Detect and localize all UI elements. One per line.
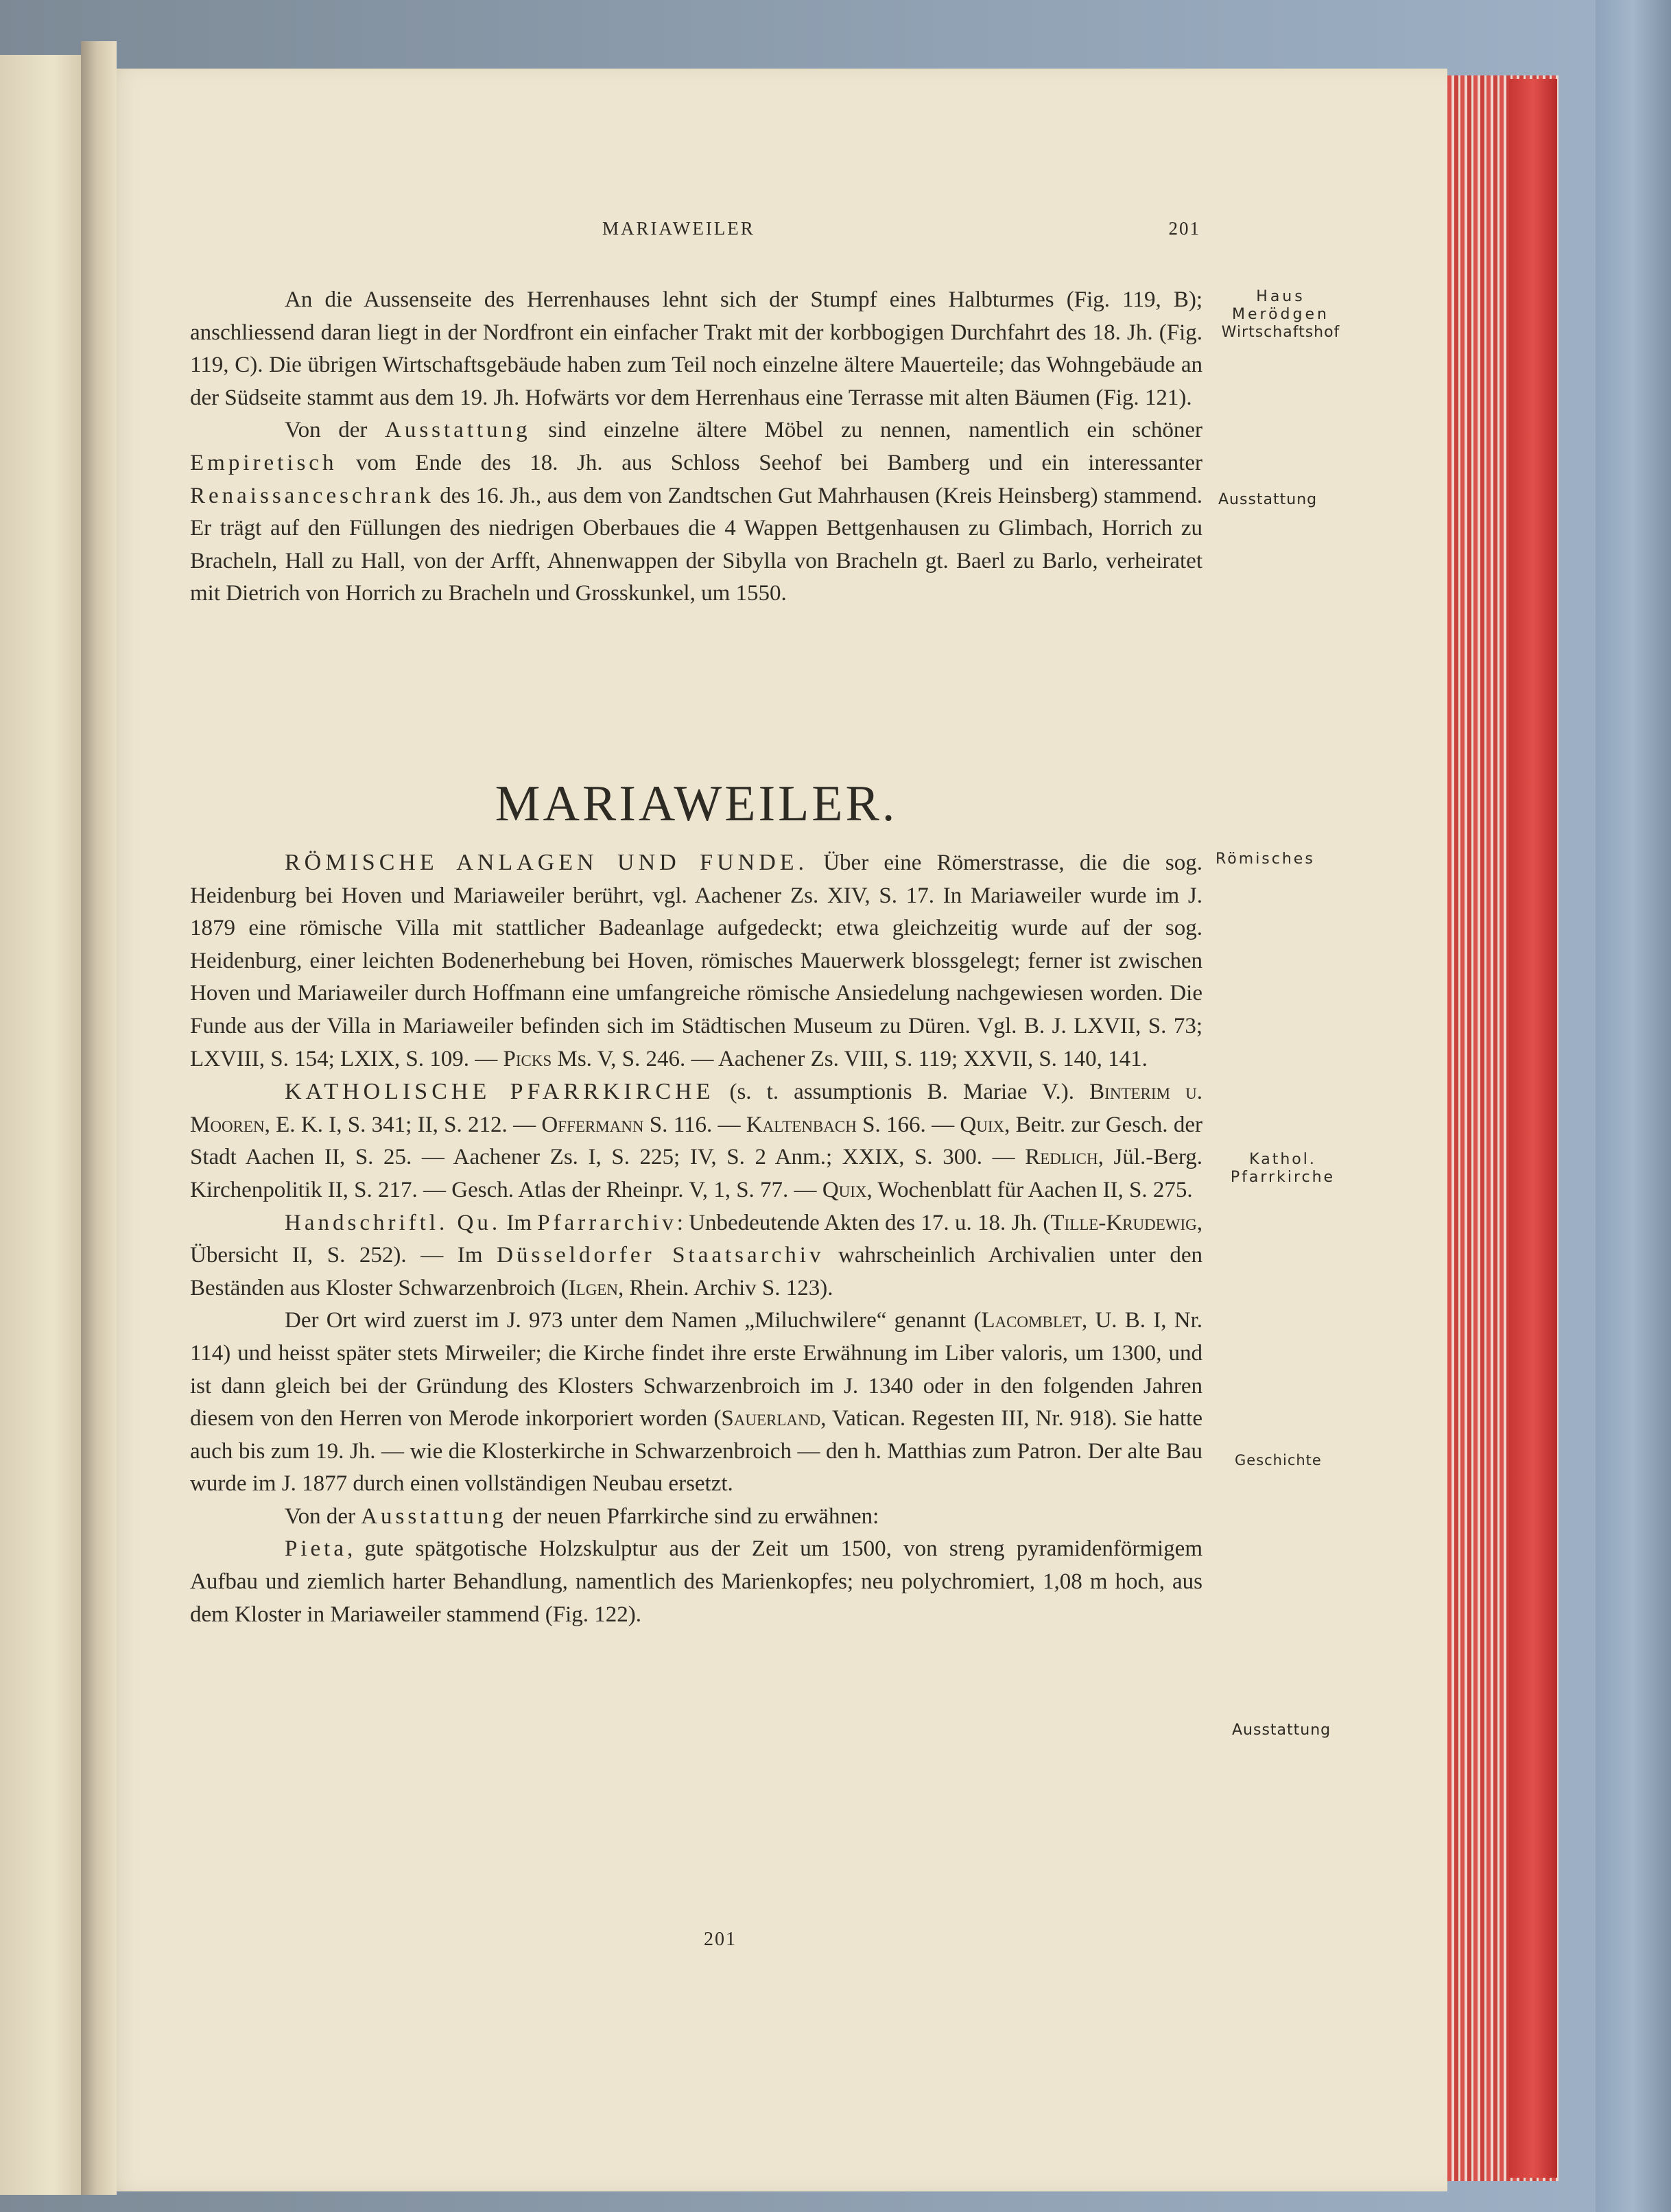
paragraph-handschrift: Handschriftl. Qu. Im Pfarrarchiv: Unbedeutende Akten des 17. u. 18. Jh. (Tille-Krudewig, Übersicht II, S. 252). — Im Düsseldorfer Staatsarchiv wahrscheinlich Archivalien unter den Beständen aus Kloster Schwarzenbroich (Ilgen, Rhein. Archiv S. 123). [190, 1210, 1202, 1300]
paragraph-kirche: KATHOLISCHE PFARRKIRCHE (s. t. assumptionis B. Mariae V.). Binterim u. Mooren, E. K. I, S. 341; II, S. 212. — Offermann S. 116. — Kaltenbach S. 166. — Quix, Beitr. zur Gesch. der Stadt Aachen II, S. 25. — Aachener Zs. I, S. 225; IV, S. 2 Anm.; XXIX, S. 300. — Redlich, Jül.-Berg. Kirchenpolitik II, S. 217. — Gesch. Atlas der Rheinpr. V, 1, S. 77. — Quix, Wochenblatt für Aachen II, S. 275. [190, 1079, 1202, 1202]
left-page-edge [0, 55, 89, 2195]
gutter [81, 41, 117, 2195]
running-head-title: MARIAWEILER [602, 218, 755, 239]
section-heading: MARIAWEILER. [495, 776, 898, 832]
section-mariaweiler [190, 846, 1202, 1631]
margin-note-haus: Haus Merödgen Wirtschaftshof [1221, 288, 1340, 341]
paragraph-pieta: Pieta, gute spätgotische Holzskulptur aus der Zeit um 1500, von streng pyramidenförmigem Aufbau und ziemlich harter Behandlung, namentlich des Marienkopfes; neu polychromiert, 1,08 m hoch, aus dem Kloster in Mariaweiler stammend (Fig. 122). [190, 1536, 1202, 1627]
paragraph-roemische: RÖMISCHE ANLAGEN UND FUNDE. Über eine Römerstrasse, die die sog. Heidenburg bei Hoven und Mariaweiler berührt, vgl. Aachener Zs. XIV, S. 17. In Mariaweiler wurde im J. 1879 eine römische Villa mit stattlicher Badeanlage aufgedeckt; etwa gleichzeitig wurde auf der sog. Heidenburg, einer leichten Bodenerhebung bei Hoven, römisches Mauerwerk blossgelegt; ferner ist zwischen Hoven und Mariaweiler durch Hoffmann eine umfangreiche römische Ansiedelung nachgewiesen worden. Die Funde aus der Villa in Mariaweiler befinden sich im Städtischen Museum zu Düren. Vgl. B. J. LXVII, S. 73; LXVIII, S. 154; LXIX, S. 109. — Picks Ms. V, S. 246. — Aachener Zs. VIII, S. 119; XXVII, S. 140, 141. [190, 850, 1202, 1071]
running-head-page-number: 201 [1168, 218, 1200, 239]
margin-note-ausstattung-2: Ausstattung [1232, 1722, 1331, 1739]
folio-page-number: 201 [704, 1929, 737, 1950]
paragraph-geschichte: Der Ort wird zuerst im J. 973 unter dem Namen „Miluchwilere“ genannt (Lacomblet, U. B. I, Nr. 114) und heisst später stets Mirweiler; die Kirche findet ihre erste Erwähnung im Liber valoris, um 1300, und ist dann gleich bei der Gründung des Klosters Schwarzenbroich im J. 1340 oder in den folgenden Jahren diesem von den Herren von Merode inkorporiert worden (Sauerland, Vatican. Regesten III, Nr. 918). Sie hatte auch bis zum 19. Jh. — wie die Klosterkirche in Schwarzenbroich — den h. Matthias zum Patron. Der alte Bau wurde im J. 1877 durch einen vollständigen Neubau ersetzt. [190, 1308, 1202, 1497]
margin-note-ausstattung: Ausstattung [1218, 491, 1318, 508]
margin-note-roemisches: Römisches [1216, 851, 1315, 868]
paragraph: Von der Ausstattung sind einzelne ältere Möbel zu nennen, namentlich ein schöner Empiretisch vom Ende des 18. Jh. aus Schloss Seehof bei Bamberg und ein interessanter Renaissanceschrank des 16. Jh., aus dem von Zandtschen Gut Mahrhausen (Kreis Heinsberg) stammend. Er trägt auf den Füllungen des niedrigen Oberbaues die 4 Wappen Bettgenhausen zu Glimbach, Horrich zu Bracheln, Hall zu Hall, von der Arfft, Ahnenwappen der Sibylla von Bracheln gt. Baerl zu Barlo, verheiratet mit Dietrich von Horrich zu Bracheln und Grosskunkel, um 1550. [190, 418, 1203, 606]
cover-edge [1596, 0, 1671, 2212]
section-herrenhaus [190, 284, 1202, 610]
paragraph-ausstattung: Von der Ausstattung der neuen Pfarrkirche sind zu erwähnen: [285, 1503, 879, 1529]
margin-note-geschichte: Geschichte [1235, 1452, 1322, 1468]
margin-note-kathol-pfarrkirche: Kathol. Pfarrkirche [1230, 1151, 1336, 1186]
paragraph: An die Aussenseite des Herrenhauses lehnt sich der Stumpf eines Halbturmes (Fig. 119, B); anschliessend daran liegt in der Nordfront ein einfacher Trakt mit der korbbogigen Durchfahrt des 18. Jh. (Fig. 119, C). Die übrigen Wirtschaftsgebäude haben zum Teil noch einzelne ältere Mauerteile; das Wohngebäude an der Südseite stammt aus dem 19. Jh. Hofwärts vor dem Herrenhaus eine Terrasse mit alten Bäumen (Fig. 121). [190, 287, 1202, 410]
page-edges-red [1509, 79, 1557, 2178]
